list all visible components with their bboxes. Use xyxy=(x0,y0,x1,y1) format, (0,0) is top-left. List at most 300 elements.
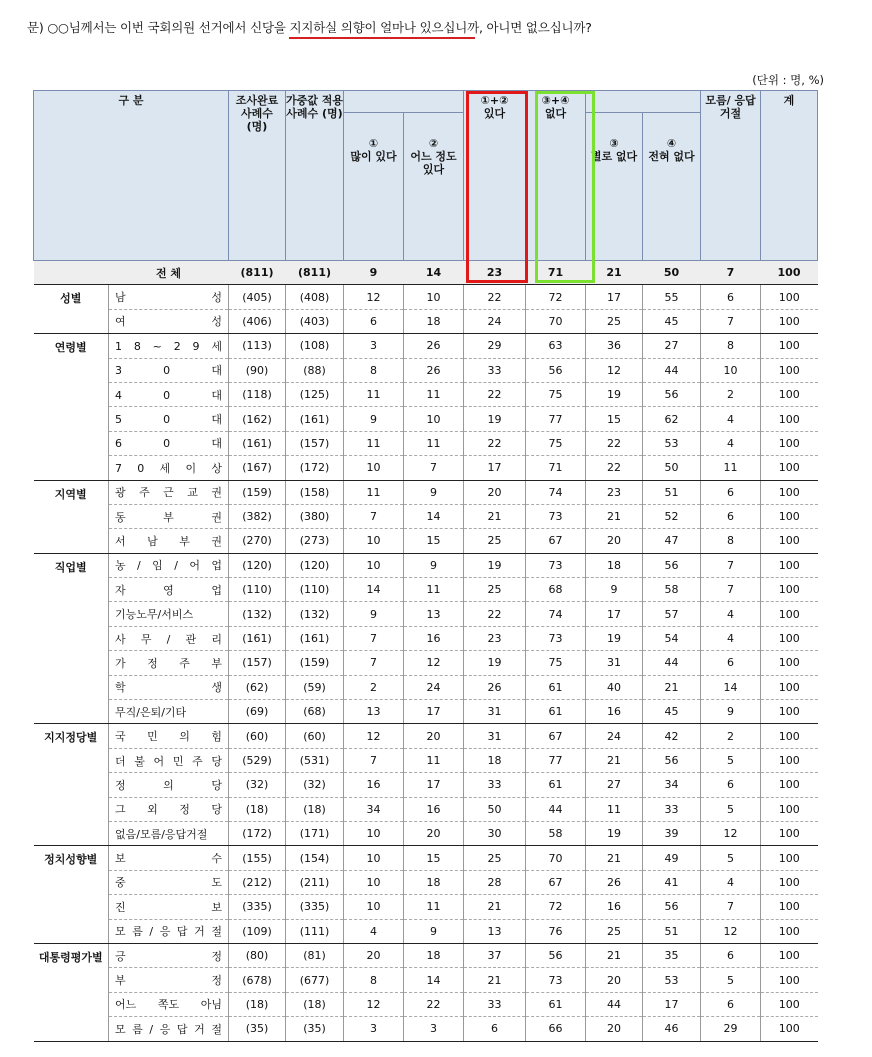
table-cell: 14 xyxy=(404,968,464,992)
table-cell: 20 xyxy=(404,821,464,845)
table-cell: (158) xyxy=(286,480,344,504)
total-row xyxy=(34,261,818,285)
table-cell: 6 xyxy=(701,992,761,1016)
table-cell: 44 xyxy=(643,651,701,675)
table-cell: 72 xyxy=(526,285,586,309)
row-label: 그 외 정 당 xyxy=(109,797,229,821)
total-cell: 71 xyxy=(526,261,586,285)
table-cell: 61 xyxy=(526,992,586,1016)
table-row xyxy=(34,504,818,528)
row-label: 기능노무/서비스 xyxy=(109,602,229,626)
table-cell: 21 xyxy=(586,943,643,967)
table-cell: (212) xyxy=(229,870,286,894)
table-cell: 19 xyxy=(464,651,526,675)
table-row xyxy=(34,724,818,748)
table-cell: 10 xyxy=(344,846,404,870)
table-cell: 7 xyxy=(701,895,761,919)
row-label: 없음/모름/응답거절 xyxy=(109,821,229,845)
table-row xyxy=(34,358,818,382)
table-cell: 24 xyxy=(464,309,526,333)
table-cell: (406) xyxy=(229,309,286,333)
table-cell: 35 xyxy=(643,943,701,967)
table-cell: 11 xyxy=(404,382,464,406)
header-a4 xyxy=(643,113,701,261)
table-cell: 6 xyxy=(464,1017,526,1041)
table-cell: 9 xyxy=(404,553,464,577)
table-cell: (60) xyxy=(229,724,286,748)
table-cell: (408) xyxy=(286,285,344,309)
table-cell: 100 xyxy=(761,870,818,894)
table-cell: 18 xyxy=(404,943,464,967)
table-cell: 17 xyxy=(404,773,464,797)
table-cell: 76 xyxy=(526,919,586,943)
total-cell: 100 xyxy=(761,261,818,285)
table-cell: 73 xyxy=(526,504,586,528)
table-cell: 100 xyxy=(761,919,818,943)
row-label: 더 불 어 민 주 당 xyxy=(109,748,229,772)
total-cell: 23 xyxy=(464,261,526,285)
table-cell: 31 xyxy=(464,700,526,724)
table-cell: 67 xyxy=(526,529,586,553)
row-label: 정 의 당 xyxy=(109,773,229,797)
table-cell: 10 xyxy=(344,553,404,577)
table-cell: 33 xyxy=(464,358,526,382)
table-cell: 20 xyxy=(464,480,526,504)
table-cell: 55 xyxy=(643,285,701,309)
table-cell: 25 xyxy=(586,919,643,943)
row-label: 중 도 xyxy=(109,870,229,894)
table-cell: 8 xyxy=(344,968,404,992)
table-cell: 77 xyxy=(526,748,586,772)
table-cell: 26 xyxy=(404,334,464,358)
table-cell: 56 xyxy=(643,748,701,772)
table-row xyxy=(34,382,818,406)
table-cell: 20 xyxy=(586,529,643,553)
table-cell: 100 xyxy=(761,358,818,382)
group-label: 대통령평가별 xyxy=(34,943,109,1041)
table-cell: 16 xyxy=(404,626,464,650)
table-row xyxy=(34,602,818,626)
row-label: 진 보 xyxy=(109,895,229,919)
table-cell: 23 xyxy=(464,626,526,650)
table-cell: 49 xyxy=(643,846,701,870)
table-cell: 7 xyxy=(344,651,404,675)
table-cell: (35) xyxy=(229,1017,286,1041)
table-cell: 54 xyxy=(643,626,701,650)
table-cell: 77 xyxy=(526,407,586,431)
table-cell: (154) xyxy=(286,846,344,870)
table-cell: 21 xyxy=(586,748,643,772)
table-cell: 61 xyxy=(526,773,586,797)
table-cell: (382) xyxy=(229,504,286,528)
table-cell: 10 xyxy=(404,285,464,309)
table-cell: (211) xyxy=(286,870,344,894)
table-cell: 34 xyxy=(344,797,404,821)
table-cell: (113) xyxy=(229,334,286,358)
table-cell: 100 xyxy=(761,821,818,845)
table-cell: (167) xyxy=(229,456,286,480)
total-cell: 9 xyxy=(344,261,404,285)
table-cell: 11 xyxy=(404,578,464,602)
table-cell: 100 xyxy=(761,309,818,333)
table-cell: 31 xyxy=(464,724,526,748)
table-row xyxy=(34,797,818,821)
table-cell: 34 xyxy=(643,773,701,797)
table-row xyxy=(34,553,818,577)
row-label: 부 정 xyxy=(109,968,229,992)
table-row xyxy=(34,968,818,992)
table-cell: 18 xyxy=(404,309,464,333)
table-cell: 2 xyxy=(344,675,404,699)
table-cell: 22 xyxy=(586,456,643,480)
table-cell: 6 xyxy=(701,504,761,528)
table-cell: (59) xyxy=(286,675,344,699)
table-cell: 17 xyxy=(643,992,701,1016)
table-cell: (405) xyxy=(229,285,286,309)
table-cell: (155) xyxy=(229,846,286,870)
table-cell: 4 xyxy=(701,870,761,894)
table-cell: (69) xyxy=(229,700,286,724)
table-cell: 25 xyxy=(586,309,643,333)
table-cell: 7 xyxy=(344,626,404,650)
group-label: 정치성향별 xyxy=(34,846,109,944)
table-cell: 23 xyxy=(586,480,643,504)
table-cell: (109) xyxy=(229,919,286,943)
table-row xyxy=(34,821,818,845)
table-cell: (157) xyxy=(229,651,286,675)
table-cell: 15 xyxy=(586,407,643,431)
table-cell: (125) xyxy=(286,382,344,406)
row-label: 광 주 근 교 권 xyxy=(109,480,229,504)
group-label: 지역별 xyxy=(34,480,109,553)
table-cell: 21 xyxy=(464,504,526,528)
table-cell: (18) xyxy=(229,992,286,1016)
table-cell: 16 xyxy=(404,797,464,821)
table-cell: 50 xyxy=(643,456,701,480)
table-cell: 19 xyxy=(464,553,526,577)
table-cell: 22 xyxy=(464,602,526,626)
table-cell: 100 xyxy=(761,431,818,455)
table-cell: 12 xyxy=(344,724,404,748)
table-cell: 6 xyxy=(701,943,761,967)
table-row xyxy=(34,334,818,358)
table-cell: (81) xyxy=(286,943,344,967)
table-cell: 22 xyxy=(464,285,526,309)
table-cell: 100 xyxy=(761,943,818,967)
header-a3-label: 별로 없다 xyxy=(590,150,638,163)
table-cell: 70 xyxy=(526,309,586,333)
header-a2-num: ② xyxy=(428,137,439,150)
table-cell: (18) xyxy=(286,797,344,821)
row-label: 가 정 주 부 xyxy=(109,651,229,675)
table-cell: 68 xyxy=(526,578,586,602)
table-cell: 17 xyxy=(404,700,464,724)
table-cell: 26 xyxy=(464,675,526,699)
table-cell: (161) xyxy=(229,626,286,650)
table-cell: 47 xyxy=(643,529,701,553)
row-label: 어느 쪽도 아님 xyxy=(109,992,229,1016)
table-row xyxy=(34,895,818,919)
table-cell: 63 xyxy=(526,334,586,358)
table-cell: 9 xyxy=(404,480,464,504)
table-cell: 33 xyxy=(464,992,526,1016)
table-cell: 10 xyxy=(404,407,464,431)
table-cell: (88) xyxy=(286,358,344,382)
table-cell: (32) xyxy=(286,773,344,797)
table-cell: 19 xyxy=(586,626,643,650)
table-cell: 51 xyxy=(643,919,701,943)
table-cell: (161) xyxy=(229,431,286,455)
table-cell: (162) xyxy=(229,407,286,431)
table-cell: (68) xyxy=(286,700,344,724)
table-cell: 11 xyxy=(701,456,761,480)
table-cell: 22 xyxy=(404,992,464,1016)
table-cell: 100 xyxy=(761,895,818,919)
table-cell: (80) xyxy=(229,943,286,967)
row-label: 국 민 의 힘 xyxy=(109,724,229,748)
total-blank xyxy=(34,261,109,285)
table-row xyxy=(34,529,818,553)
table-cell: 7 xyxy=(701,309,761,333)
table-cell: (110) xyxy=(286,578,344,602)
group-label: 성별 xyxy=(34,285,109,334)
table-cell: 4 xyxy=(701,602,761,626)
table-cell: 8 xyxy=(344,358,404,382)
table-cell: (120) xyxy=(286,553,344,577)
table-cell: 6 xyxy=(701,651,761,675)
header-yes xyxy=(464,91,526,261)
header-weighted: 가중값 적용 사례수 (명) xyxy=(286,91,344,261)
table-cell: 2 xyxy=(701,724,761,748)
results-table xyxy=(33,90,818,1042)
table-cell: 100 xyxy=(761,553,818,577)
table-cell: 6 xyxy=(701,285,761,309)
table-cell: 73 xyxy=(526,626,586,650)
table-cell: (32) xyxy=(229,773,286,797)
header-a4-num: ④ xyxy=(666,137,677,150)
table-cell: 75 xyxy=(526,431,586,455)
row-label: 3 0 대 xyxy=(109,358,229,382)
table-cell: 100 xyxy=(761,675,818,699)
row-label: 학 생 xyxy=(109,675,229,699)
table-cell: 10 xyxy=(344,456,404,480)
row-label: 1 8 ~ 2 9 세 xyxy=(109,334,229,358)
row-label: 사 무 / 관 리 xyxy=(109,626,229,650)
table-cell: 27 xyxy=(586,773,643,797)
table-cell: 74 xyxy=(526,602,586,626)
table-cell: 10 xyxy=(344,529,404,553)
table-cell: (161) xyxy=(286,407,344,431)
table-row xyxy=(34,407,818,431)
table-cell: 56 xyxy=(526,943,586,967)
table-cell: 100 xyxy=(761,773,818,797)
table-cell: 20 xyxy=(586,968,643,992)
table-cell: 57 xyxy=(643,602,701,626)
table-cell: 7 xyxy=(344,504,404,528)
header-spacer-right xyxy=(586,91,701,113)
table-cell: 19 xyxy=(586,382,643,406)
table-row xyxy=(34,480,818,504)
table-cell: 100 xyxy=(761,504,818,528)
table-row xyxy=(34,675,818,699)
row-label: 긍 정 xyxy=(109,943,229,967)
table-cell: 24 xyxy=(404,675,464,699)
table-cell: 100 xyxy=(761,748,818,772)
table-cell: 51 xyxy=(643,480,701,504)
table-cell: 44 xyxy=(526,797,586,821)
table-cell: 21 xyxy=(464,895,526,919)
table-cell: 7 xyxy=(344,748,404,772)
table-cell: (35) xyxy=(286,1017,344,1041)
table-cell: 45 xyxy=(643,700,701,724)
table-cell: 29 xyxy=(464,334,526,358)
table-cell: 22 xyxy=(586,431,643,455)
table-cell: 5 xyxy=(701,797,761,821)
table-cell: 9 xyxy=(344,602,404,626)
table-cell: 13 xyxy=(344,700,404,724)
table-cell: (62) xyxy=(229,675,286,699)
table-cell: 53 xyxy=(643,968,701,992)
table-cell: (110) xyxy=(229,578,286,602)
table-cell: 44 xyxy=(586,992,643,1016)
table-cell: 9 xyxy=(701,700,761,724)
table-cell: 8 xyxy=(701,529,761,553)
table-row xyxy=(34,919,818,943)
table-cell: (172) xyxy=(229,821,286,845)
row-label: 7 0 세 이 상 xyxy=(109,456,229,480)
header-no-num: ③+④ xyxy=(541,94,570,107)
unit-label: (단위 : 명, %) xyxy=(752,73,824,87)
table-cell: (157) xyxy=(286,431,344,455)
table-cell: 56 xyxy=(643,382,701,406)
table-cell: 26 xyxy=(586,870,643,894)
table-row xyxy=(34,773,818,797)
table-cell: (529) xyxy=(229,748,286,772)
table-cell: 45 xyxy=(643,309,701,333)
header-a2 xyxy=(404,113,464,261)
total-label: 전 체 xyxy=(109,261,229,285)
row-label: 모 름 / 응 답 거 절 xyxy=(109,919,229,943)
table-cell: 72 xyxy=(526,895,586,919)
table-cell: 16 xyxy=(586,895,643,919)
table-cell: 53 xyxy=(643,431,701,455)
table-cell: 100 xyxy=(761,480,818,504)
table-cell: 20 xyxy=(404,724,464,748)
table-cell: 56 xyxy=(526,358,586,382)
table-cell: 2 xyxy=(701,382,761,406)
question-suffix: 얼마나 있으십니까, 아니면 없으십니까? xyxy=(376,20,592,35)
header-no xyxy=(526,91,586,261)
table-row xyxy=(34,651,818,675)
table-row xyxy=(34,992,818,1016)
table-cell: 26 xyxy=(404,358,464,382)
table-cell: 33 xyxy=(643,797,701,821)
table-cell: 12 xyxy=(701,821,761,845)
table-cell: 22 xyxy=(464,431,526,455)
table-cell: 52 xyxy=(643,504,701,528)
table-cell: 12 xyxy=(701,919,761,943)
table-cell: 100 xyxy=(761,724,818,748)
table-cell: 24 xyxy=(586,724,643,748)
table-cell: (18) xyxy=(286,992,344,1016)
table-cell: 3 xyxy=(404,1017,464,1041)
table-cell: 18 xyxy=(586,553,643,577)
table-cell: 21 xyxy=(643,675,701,699)
table-cell: 6 xyxy=(344,309,404,333)
table-row xyxy=(34,870,818,894)
table-cell: 25 xyxy=(464,846,526,870)
table-row xyxy=(34,309,818,333)
total-cell: 14 xyxy=(404,261,464,285)
table-cell: 17 xyxy=(586,285,643,309)
table-cell: 61 xyxy=(526,675,586,699)
table-cell: 31 xyxy=(586,651,643,675)
table-cell: 21 xyxy=(586,504,643,528)
table-cell: 8 xyxy=(701,334,761,358)
table-cell: 20 xyxy=(586,1017,643,1041)
table-cell: 58 xyxy=(526,821,586,845)
table-cell: (335) xyxy=(229,895,286,919)
row-label: 동 부 권 xyxy=(109,504,229,528)
table-cell: 100 xyxy=(761,285,818,309)
table-cell: 100 xyxy=(761,578,818,602)
row-label: 농 / 임 / 어 업 xyxy=(109,553,229,577)
table-cell: 73 xyxy=(526,968,586,992)
table-cell: 7 xyxy=(701,553,761,577)
total-cell: (811) xyxy=(286,261,344,285)
table-cell: 18 xyxy=(404,870,464,894)
table-cell: 100 xyxy=(761,968,818,992)
table-cell: 36 xyxy=(586,334,643,358)
table-cell: 15 xyxy=(404,846,464,870)
header-a4-label: 전혀 없다 xyxy=(648,150,695,163)
table-cell: (678) xyxy=(229,968,286,992)
table-cell: 40 xyxy=(586,675,643,699)
table-cell: (60) xyxy=(286,724,344,748)
table-cell: 4 xyxy=(701,407,761,431)
table-cell: 25 xyxy=(464,578,526,602)
row-label: 서 남 부 권 xyxy=(109,529,229,553)
header-a1-num: ① xyxy=(368,137,379,150)
header-a1-label: 많이 있다 xyxy=(350,150,397,163)
table-cell: 3 xyxy=(344,334,404,358)
header-sample: 조사완료 사례수 (명) xyxy=(229,91,286,261)
table-cell: (90) xyxy=(229,358,286,382)
row-label: 6 0 대 xyxy=(109,431,229,455)
table-cell: 66 xyxy=(526,1017,586,1041)
table-cell: 56 xyxy=(643,553,701,577)
table-cell: (111) xyxy=(286,919,344,943)
table-cell: 100 xyxy=(761,1017,818,1041)
header-a2-label: 어느 정도 있다 xyxy=(410,150,457,176)
table-cell: (531) xyxy=(286,748,344,772)
row-label: 5 0 대 xyxy=(109,407,229,431)
table-cell: 16 xyxy=(344,773,404,797)
table-cell: 67 xyxy=(526,870,586,894)
table-cell: 71 xyxy=(526,456,586,480)
table-cell: 22 xyxy=(464,382,526,406)
table-row xyxy=(34,431,818,455)
table-row xyxy=(34,748,818,772)
table-row xyxy=(34,626,818,650)
table-cell: 15 xyxy=(404,529,464,553)
table-body xyxy=(34,261,818,1042)
table-cell: (270) xyxy=(229,529,286,553)
table-cell: 4 xyxy=(701,431,761,455)
header-a3-num: ③ xyxy=(609,137,619,150)
table-row xyxy=(34,578,818,602)
table-cell: 6 xyxy=(701,773,761,797)
